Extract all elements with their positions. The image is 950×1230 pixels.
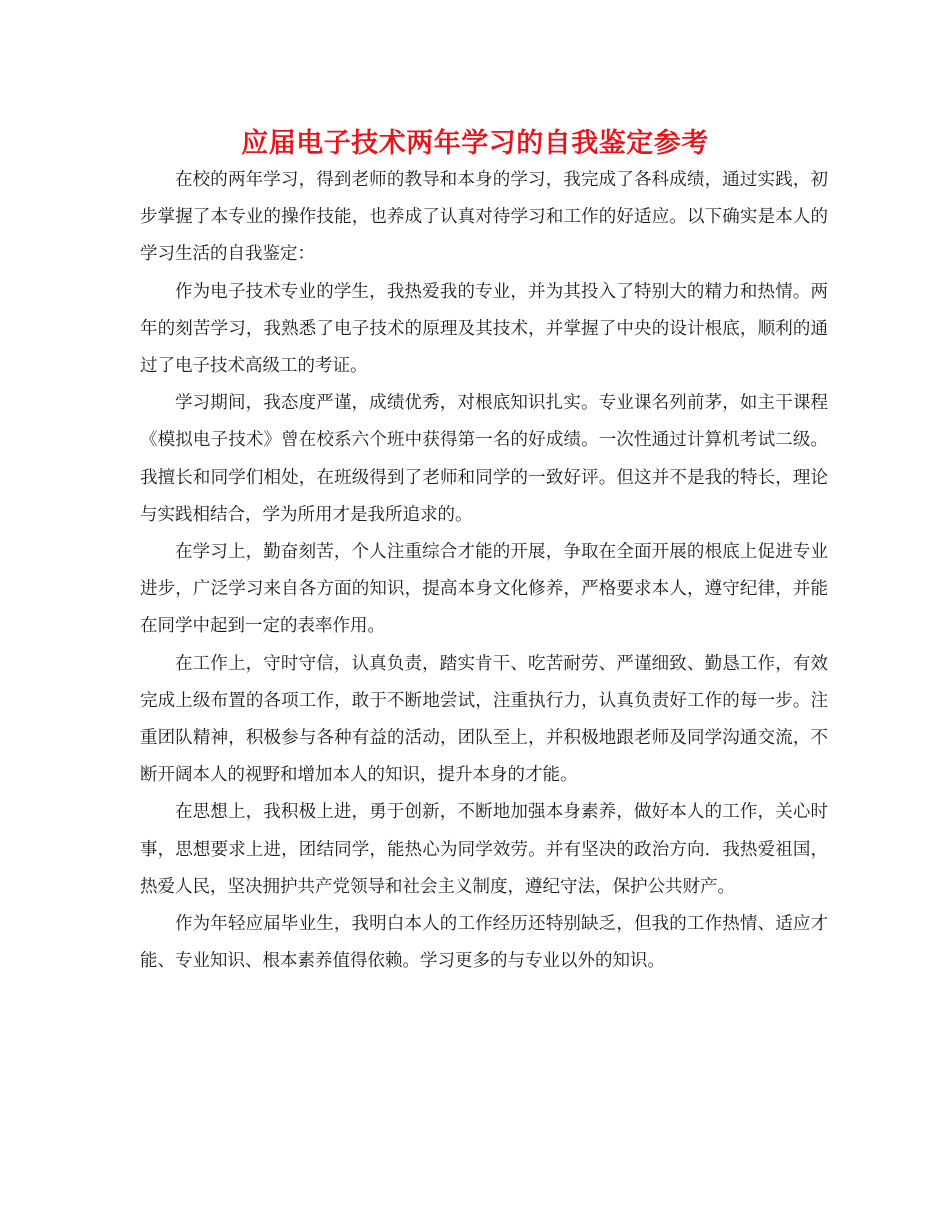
paragraph-1: 在校的两年学习，得到老师的教导和本身的学习，我完成了各科成绩，通过实践，初步掌握了本专业的操作技能，也养成了认真对待学习和工作的好适应。以下确实是本人的学习生活的自我鉴定： [140, 170, 828, 265]
paragraph-5: 在工作上，守时守信，认真负责，踏实肯干、吃苦耐劳、严谨细致、勤恳工作，有效完成上级布置的各项工作，敢于不断地尝试，注重执行力，认真负责好工作的每一步。注重团队精神，积极参与各种有益的活动，团队至上，并积极地跟老师及同学沟通交流，不断开阔本人的视野和增加本人的知识，提升本身的才能。 [140, 653, 828, 786]
document-body [140, 162, 828, 980]
document-title: 应届电子技术两年学习的自我鉴定参考 [241, 128, 709, 159]
paragraph-4: 在学习上，勤奋刻苦，个人注重综合才能的开展，争取在全面开展的根底上促进专业进步，广泛学习来自各方面的知识，提高本身文化修养，严格要求本人，遵守纪律，并能在同学中起到一定的表率作用。 [140, 542, 828, 637]
paragraph-7: 作为年轻应届毕业生，我明白本人的工作经历还特别缺乏，但我的工作热情、适应才能、专业知识、根本素养值得依赖。学习更多的与专业以外的知识。 [140, 914, 828, 972]
paragraph-2: 作为电子技术专业的学生，我热爱我的专业，并为其投入了特别大的精力和热情。两年的刻苦学习，我熟悉了电子技术的原理及其技术，并掌握了中央的设计根底，顺利的通过了电子技术高级工的考证。 [140, 281, 828, 377]
paragraph-3: 学习期间，我态度严谨，成绩优秀，对根底知识扎实。专业课名列前茅，如主干课程《模拟电子技术》曾在校系六个班中获得第一名的好成绩。一次性通过计算机考试二级。我擅长和同学们相处，在班级得到了老师和同学的一致好评。但这并不是我的特长，理论与实践相结合，学为所用才是我所追求的。 [140, 393, 828, 525]
paragraph-6: 在思想上，我积极上进，勇于创新，不断地加强本身素养，做好本人的工作，关心时事，思想要求上进，团结同学，能热心为同学效劳。并有坚决的政治方向．我热爱祖国，热爱人民，坚决拥护共产党领导和社会主义制度，遵纪守法，保护公共财产。 [140, 802, 828, 897]
